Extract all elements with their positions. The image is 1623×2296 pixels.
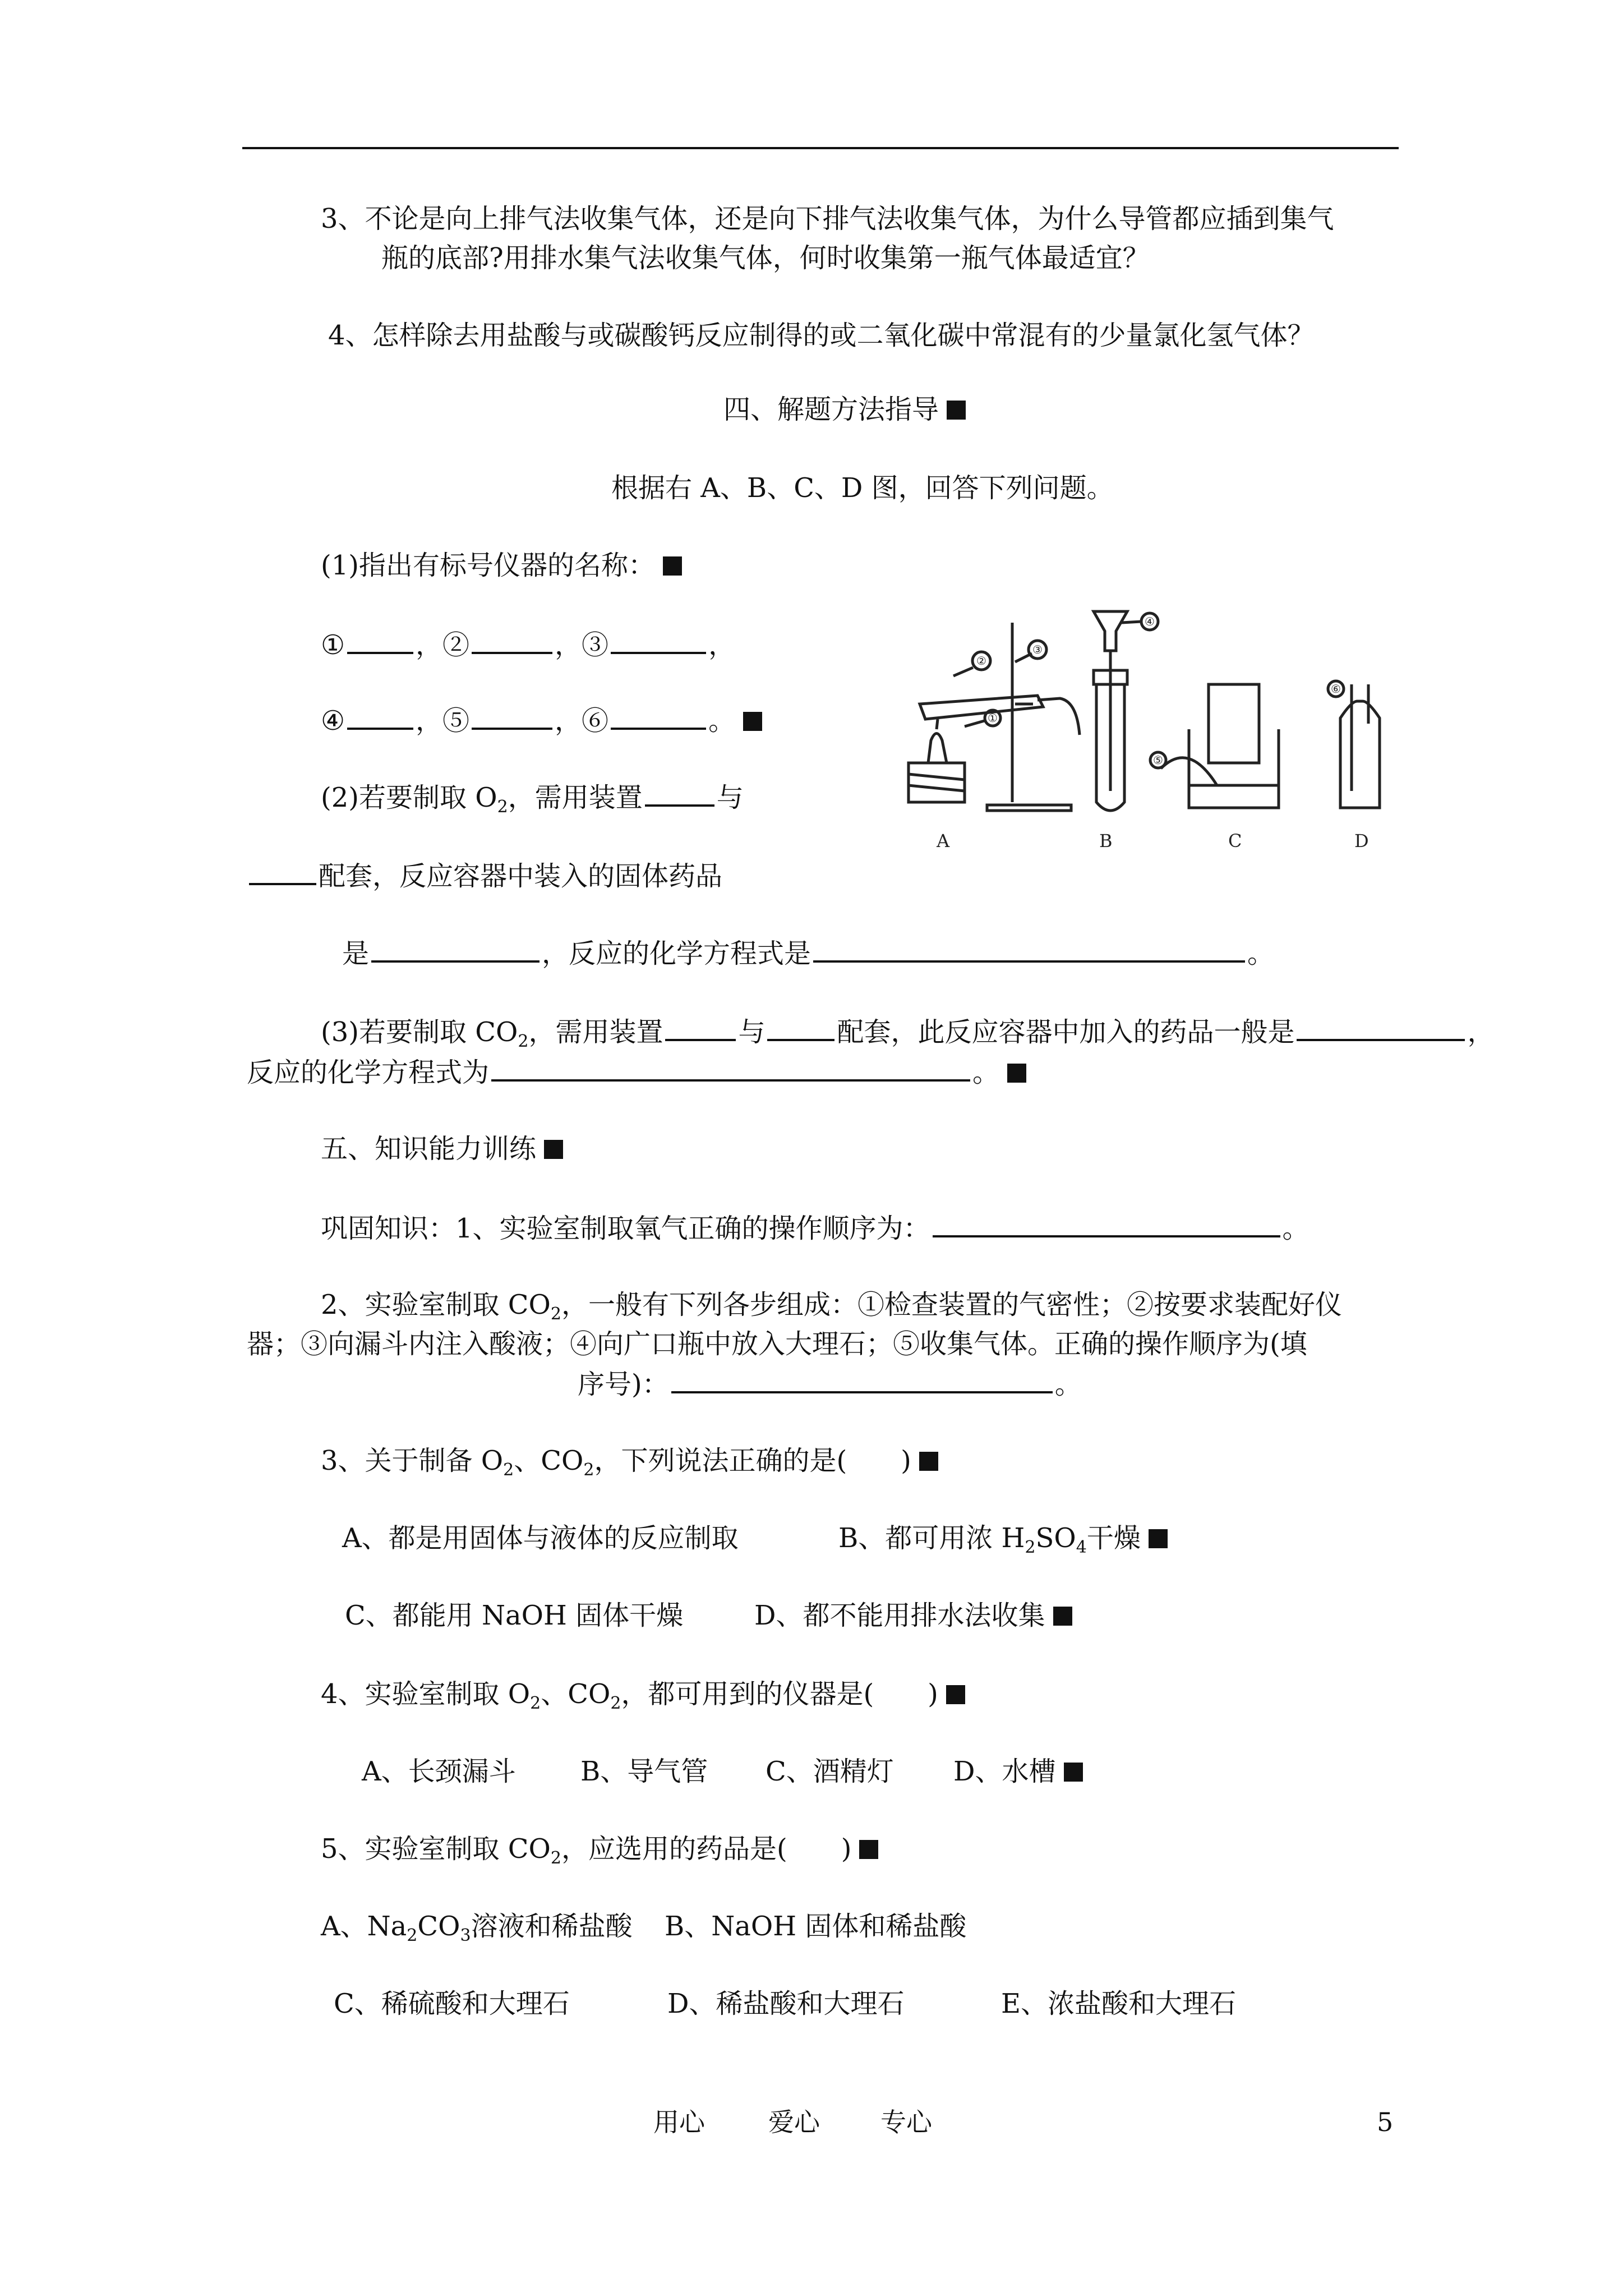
apparatus-c	[1150, 684, 1279, 808]
blank-equation-co2[interactable]	[491, 1055, 970, 1082]
t5-option-d: D、稀盐酸和大理石	[667, 1988, 905, 2019]
t2-text-b: ，一般有下列各步组成：①检查装置的气密性；②按要求装配好仪	[561, 1289, 1342, 1320]
square-marker-icon	[544, 1140, 563, 1159]
training-2-line-1	[321, 1288, 1342, 1331]
section-4-title	[723, 393, 966, 426]
t3-text-c: ，下列说法正确的是( )	[594, 1445, 911, 1476]
training-4	[321, 1677, 965, 1720]
t5-option-a	[321, 1910, 633, 1953]
blank-o2-procedure[interactable]	[933, 1211, 1280, 1237]
footer-text-1: 用心	[653, 2107, 705, 2137]
label-d: D	[1354, 830, 1369, 852]
question-3-line-1: 3、不论是向上排气法收集气体，还是向下排气法收集气体，为什么导管都应插到集气	[321, 203, 1334, 234]
blank-apparatus-4[interactable]	[767, 1014, 834, 1041]
t1-period: 。	[1282, 1213, 1310, 1244]
t4-option-b: B、导气管	[580, 1756, 708, 1787]
footer-text-2: 爱心	[768, 2107, 820, 2137]
p3-text-e: ，	[1467, 1016, 1495, 1048]
marker-6: ⑥	[1331, 682, 1341, 696]
section-4-title-text: 四、解题方法指导	[723, 394, 939, 425]
part-1-title-text: (1)指出有标号仪器的名称：	[321, 550, 655, 581]
part-1-row-2	[321, 703, 762, 738]
subscript: 3	[460, 1926, 471, 1945]
t3-optb-b: SO	[1035, 1522, 1076, 1554]
blank-4[interactable]	[347, 703, 413, 730]
intro-text: 根据右 A、B、C、D 图，回答下列问题。	[611, 472, 1114, 504]
subscript: 2	[1025, 1538, 1036, 1557]
subscript: 4	[1076, 1538, 1087, 1557]
page-number: 5	[1377, 2107, 1394, 2137]
t4-option-d	[953, 1755, 1083, 1788]
p2-text-a: (2)若要制取 O	[321, 782, 497, 813]
subscript: 2	[503, 1460, 514, 1480]
part-2-line-1	[321, 780, 744, 824]
t5-opta-a: A、Na	[321, 1911, 407, 1942]
training-1	[321, 1211, 1310, 1245]
subscript: 2	[518, 1032, 529, 1051]
t4-optd-text: D、水槽	[953, 1756, 1056, 1787]
part-2-line-2	[247, 858, 722, 893]
square-marker-icon	[1149, 1529, 1168, 1548]
p3-text-g: 。	[972, 1057, 1000, 1088]
part-3-line-1	[321, 1014, 1495, 1059]
t3-optb-c: 干燥	[1086, 1522, 1141, 1554]
blank-3[interactable]	[611, 627, 706, 654]
footer-text-3: 专心	[880, 2107, 932, 2137]
square-marker-icon	[1053, 1607, 1072, 1626]
p2-text-e: 是	[342, 938, 370, 969]
label-c: C	[1228, 830, 1242, 852]
t2-period: 。	[1054, 1369, 1082, 1400]
marker-5: ⑤	[1153, 753, 1163, 767]
p3-text-b: ，需用装置	[528, 1016, 663, 1048]
apparatus-d	[1328, 681, 1380, 808]
period: 。	[708, 705, 736, 737]
subscript: 2	[407, 1926, 418, 1945]
blank-apparatus-2[interactable]	[249, 858, 316, 885]
label-2: ，②	[416, 629, 470, 661]
t4-option-a: A、长颈漏斗	[362, 1756, 516, 1787]
t4-text-b: 、CO	[541, 1678, 611, 1710]
t4-text-a: 4、实验室制取 O	[321, 1678, 531, 1710]
header-rule	[242, 147, 1399, 149]
comma: ，	[708, 629, 736, 661]
t5-option-e: E、浓盐酸和大理石	[1001, 1988, 1237, 2019]
t3-optb-a: B、都可用浓 H	[838, 1522, 1025, 1554]
apparatus-b	[1094, 611, 1158, 811]
subscript: 2	[530, 1694, 541, 1713]
square-marker-icon	[946, 1685, 965, 1704]
square-marker-icon	[947, 401, 966, 420]
t5-opta-c: 溶液和稀盐酸	[471, 1911, 633, 1942]
subscript: 2	[550, 1848, 561, 1868]
training-5	[321, 1832, 878, 1875]
part-1-title	[321, 549, 682, 582]
t3-option-a: A、都是用固体与液体的反应制取	[342, 1522, 739, 1554]
p2-text-f: ，反应的化学方程式是	[542, 938, 811, 969]
label-a: A	[937, 830, 950, 852]
square-marker-icon	[663, 556, 682, 576]
part-3-line-2	[247, 1055, 1026, 1089]
p3-text-f: 反应的化学方程式为	[247, 1057, 490, 1088]
p3-text-c: 与	[738, 1016, 766, 1048]
t5-opta-b: CO	[417, 1911, 460, 1942]
t4-text-c: ，都可用到的仪器是( )	[621, 1678, 938, 1710]
section-5-title	[321, 1132, 563, 1166]
t5-option-b: B、NaOH 固体和稀盐酸	[665, 1911, 967, 1942]
marker-4: ④	[1145, 615, 1155, 628]
label-3: ，③	[555, 629, 609, 661]
square-marker-icon	[743, 712, 762, 731]
p3-text-a: (3)若要制取 CO	[321, 1016, 518, 1048]
blank-6[interactable]	[611, 703, 706, 730]
marker-2: ②	[976, 654, 986, 668]
t5-text-b: ，应选用的药品是( )	[561, 1833, 852, 1865]
t4-option-c: C、酒精灯	[766, 1756, 894, 1787]
t5-option-c: C、稀硫酸和大理石	[334, 1988, 570, 2019]
square-marker-icon	[919, 1452, 938, 1471]
p2-text-b: ，需用装置	[508, 782, 643, 813]
question-4: 4、怎样除去用盐酸与或碳酸钙反应制得的或二氧化碳中常混有的少量氯化氢气体？	[328, 320, 1315, 351]
t5-text-a: 5、实验室制取 CO	[321, 1833, 551, 1865]
label-6: ，⑥	[555, 705, 609, 737]
lab-apparatus-figure	[875, 600, 1458, 869]
blank-equation-o2[interactable]	[813, 936, 1245, 963]
blank-reagents-co2[interactable]	[1297, 1014, 1465, 1041]
blank-1[interactable]	[347, 627, 413, 654]
t3-text-b: 、CO	[514, 1445, 584, 1476]
training-2-line-2: 器；③向漏斗内注入酸液；④向广口瓶中放入大理石；⑤收集气体。正确的操作顺序为(填	[247, 1328, 1307, 1360]
t2-text-c: 序号)：	[578, 1369, 669, 1400]
part-2-line-3	[342, 936, 1274, 970]
p2-text-d: 配套，反应容器中装入的固体药品	[319, 861, 723, 892]
training-3	[321, 1444, 938, 1487]
p2-text-c: 与	[716, 782, 744, 813]
t3-optd-text: D、都不能用排水法收集	[754, 1600, 1045, 1631]
p3-text-d: 配套，此反应容器中加入的药品一般是	[837, 1016, 1295, 1048]
p2-text-g: 。	[1247, 938, 1275, 969]
label-1: ①	[321, 629, 345, 661]
t1-text: 巩固知识：1、实验室制取氧气正确的操作顺序为：	[321, 1213, 930, 1244]
part-1-row-1	[321, 627, 735, 662]
section-5-title-text: 五、知识能力训练	[321, 1133, 537, 1165]
square-marker-icon	[1064, 1763, 1083, 1782]
square-marker-icon	[1007, 1064, 1026, 1083]
label-4: ④	[321, 705, 345, 737]
question-3-line-2: 瓶的底部?用排水集气法收集气体，何时收集第一瓶气体最适宜？	[381, 242, 1150, 274]
blank-2[interactable]	[472, 627, 552, 654]
subscript: 2	[610, 1694, 621, 1713]
marker-1: ①	[988, 711, 998, 725]
blank-solid-reagent[interactable]	[371, 936, 540, 963]
blank-co2-procedure[interactable]	[671, 1366, 1053, 1393]
subscript: 2	[583, 1460, 594, 1480]
t3-option-b	[838, 1521, 1168, 1565]
label-5: ，⑤	[416, 705, 470, 737]
marker-3: ③	[1032, 643, 1043, 656]
t2-text-a: 2、实验室制取 CO	[321, 1289, 551, 1320]
subscript: 2	[550, 1304, 561, 1324]
subscript: 2	[497, 797, 508, 817]
blank-apparatus-1[interactable]	[645, 780, 714, 807]
blank-5[interactable]	[472, 703, 552, 730]
t3-option-c: C、都能用 NaOH 固体干燥	[345, 1600, 684, 1631]
square-marker-icon	[859, 1840, 878, 1859]
label-b: B	[1099, 830, 1113, 852]
training-2-line-3	[578, 1366, 1082, 1401]
blank-apparatus-3[interactable]	[665, 1014, 736, 1041]
t3-text-a: 3、关于制备 O	[321, 1445, 504, 1476]
t3-option-d	[754, 1599, 1072, 1632]
